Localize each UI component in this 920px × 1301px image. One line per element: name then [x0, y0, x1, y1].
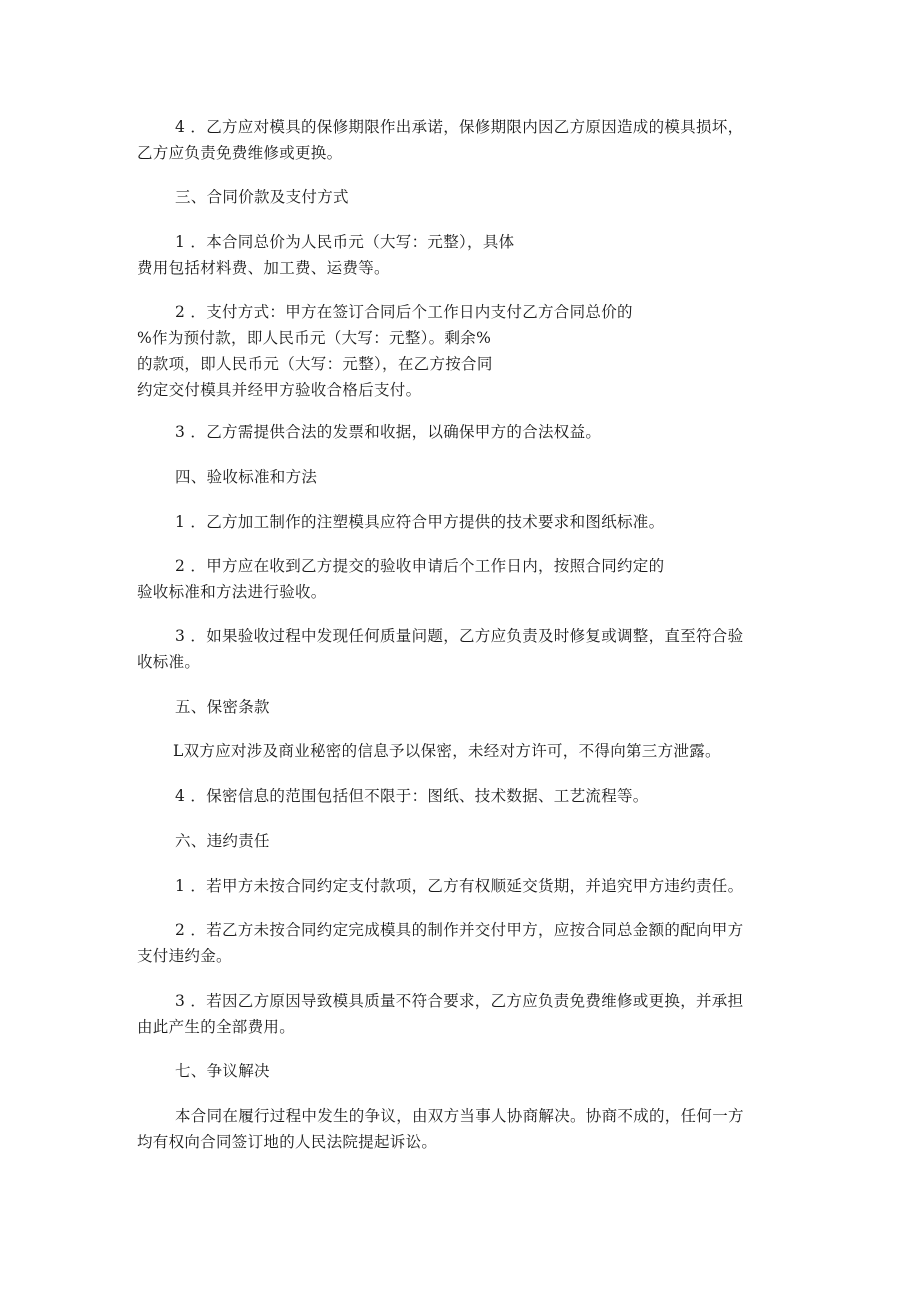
- text-line: 由此产生的全部费用。: [137, 1018, 296, 1036]
- text-line: 费用包括材料费、加工费、运费等。: [137, 259, 390, 277]
- section-heading: 六、违约责任: [175, 832, 270, 850]
- text-line: 验收标准和方法进行验收。: [137, 583, 327, 601]
- clause-quality-issues: [137, 623, 797, 675]
- text-line: 均有权向合同签订地的人民法院提起诉讼。: [137, 1133, 438, 1151]
- section-heading: 四、验收标准和方法: [175, 468, 318, 486]
- clause-confidentiality: [137, 738, 797, 764]
- text-line: 1 ．乙方加工制作的注塑模具应符合甲方提供的技术要求和图纸标准。: [175, 513, 665, 531]
- text-line: L双方应对涉及商业秘密的信息予以保密，未经对方许可，不得向第三方泄露。: [173, 742, 721, 760]
- section-heading-price-payment: [137, 184, 797, 210]
- section-heading-liability: [137, 828, 797, 854]
- text-line: 支付违约金。: [137, 947, 232, 965]
- text-line: 2 ．若乙方未按合同约定完成模具的制作并交付甲方，应按合同总金额的配向甲方: [175, 921, 744, 939]
- clause-dispute-resolution: [137, 1103, 797, 1155]
- clause-party-b-breach: [137, 917, 797, 969]
- clause-confidential-scope: [137, 783, 797, 809]
- text-line: 1 ．若甲方未按合同约定支付款项，乙方有权顺延交货期，并追究甲方违约责任。: [175, 877, 744, 895]
- section-heading-confidentiality: [137, 694, 797, 720]
- clause-warranty: [137, 114, 797, 166]
- clause-invoice: [137, 419, 797, 445]
- text-line: %作为预付款，即人民币元（大写：元整）。剩余%: [137, 329, 492, 347]
- text-line: 2 ．支付方式：甲方在签订合同后个工作日内支付乙方合同总价的: [175, 303, 633, 321]
- text-line: 3 ．如果验收过程中发现任何质量问题，乙方应负责及时修复或调整，直至符合验: [175, 627, 744, 645]
- clause-total-price: [137, 229, 797, 281]
- section-heading: 五、保密条款: [175, 698, 270, 716]
- section-heading: 七、争议解决: [175, 1062, 270, 1080]
- clause-party-a-breach: [137, 873, 797, 899]
- text-line: 乙方应负责免费维修或更换。: [137, 144, 343, 162]
- section-heading: 三、合同价款及支付方式: [175, 188, 349, 206]
- text-line: 1 ．本合同总价为人民币元（大写：元整），具体: [175, 233, 515, 251]
- text-line: 2 ．甲方应在收到乙方提交的验收申请后个工作日内，按照合同约定的: [175, 557, 665, 575]
- section-heading-acceptance: [137, 464, 797, 490]
- text-line: 4 ．保密信息的范围包括但不限于：图纸、技术数据、工艺流程等。: [175, 787, 649, 805]
- text-line: 收标准。: [137, 653, 201, 671]
- text-line: 3 ．乙方需提供合法的发票和收据，以确保甲方的合法权益。: [175, 423, 602, 441]
- text-line: 3 ．若因乙方原因导致模具质量不符合要求，乙方应负责免费维修或更换，并承担: [175, 992, 744, 1010]
- section-heading-dispute: [137, 1058, 797, 1084]
- text-line: 的款项，即人民币元（大写：元整），在乙方按合同: [137, 355, 493, 373]
- clause-payment-method: [137, 299, 797, 403]
- text-line: 约定交付模具并经甲方验收合格后支付。: [137, 381, 422, 399]
- text-line: 本合同在履行过程中发生的争议，由双方当事人协商解决。协商不成的，任何一方: [175, 1107, 744, 1125]
- clause-acceptance-procedure: [137, 553, 797, 605]
- clause-acceptance-standard: [137, 509, 797, 535]
- text-line: 4 ．乙方应对模具的保修期限作出承诺，保修期限内因乙方原因造成的模具损坏，: [175, 118, 744, 136]
- clause-quality-breach: [137, 988, 797, 1040]
